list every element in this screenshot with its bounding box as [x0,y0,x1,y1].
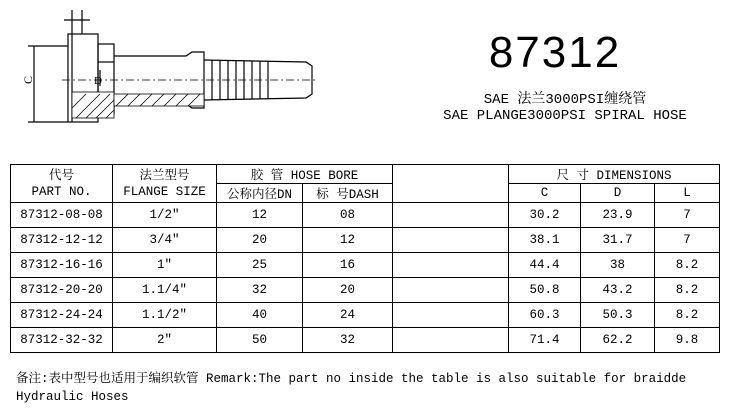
subtitle-en: SAE PLANGE3000PSI SPIRAL HOSE [443,108,687,124]
table-row [11,228,720,253]
cell-dash: 24 [303,303,393,328]
part-header-en: PART NO. [31,184,92,199]
cell-l: 8.2 [655,278,720,303]
cell-l: 7 [655,228,720,253]
table-row [11,303,720,328]
cell-part: 87312-32-32 [11,328,113,353]
cell-blank [393,278,509,303]
flange-header-en: FLANGE SIZE [123,184,206,199]
remark-line-2: Hydraulic Hoses [16,390,129,404]
cell-dn: 25 [217,253,303,278]
cell-d: 23.9 [581,203,655,228]
col-header-flange [113,165,217,203]
cell-dn: 32 [217,278,303,303]
cell-c: 38.1 [509,228,581,253]
cell-flange: 1.1/4" [113,278,217,303]
table-row [11,278,720,303]
cell-d: 50.3 [581,303,655,328]
col-header-hose-bore: 胶 管 HOSE BORE [217,165,393,184]
cell-d: 43.2 [581,278,655,303]
fitting-drawing [6,4,336,154]
cell-part: 87312-08-08 [11,203,113,228]
col-header-d: D [581,184,655,203]
col-header-dash: 标 号DASH [303,184,393,203]
cell-part: 87312-24-24 [11,303,113,328]
cell-blank [393,203,509,228]
dim-label-c: C [21,75,35,84]
cell-part: 87312-20-20 [11,278,113,303]
cell-l: 9.8 [655,328,720,353]
cell-blank [393,328,509,353]
cell-flange: 1.1/2" [113,303,217,328]
cell-l: 8.2 [655,303,720,328]
cell-flange: 1/2" [113,203,217,228]
cell-flange: 2" [113,328,217,353]
cell-d: 38 [581,253,655,278]
table-row [11,253,720,278]
cell-l: 8.2 [655,253,720,278]
cell-dash: 20 [303,278,393,303]
cell-blank [393,228,509,253]
spec-table [10,164,720,353]
cell-c: 50.8 [509,278,581,303]
col-header-c: C [509,184,581,203]
cell-c: 60.3 [509,303,581,328]
cell-dn: 40 [217,303,303,328]
cell-dash: 12 [303,228,393,253]
col-header-dn: 公称内径DN [217,184,303,203]
remark-line-1: 备注:表中型号也适用于编织软管 Remark:The part no inside the table is also suitable for braidde [16,372,687,386]
cell-part: 87312-16-16 [11,253,113,278]
remark-note [16,370,721,406]
cell-blank [393,303,509,328]
dim-label-d: D [94,75,102,87]
subtitle-cn: SAE 法兰3000PSI缠绕管 [483,92,647,108]
part-header-cn: 代号 [48,168,74,183]
cell-c: 71.4 [509,328,581,353]
cell-dn: 12 [217,203,303,228]
cell-c: 30.2 [509,203,581,228]
cell-dash: 08 [303,203,393,228]
cell-d: 62.2 [581,328,655,353]
cell-part: 87312-12-12 [11,228,113,253]
cell-dn: 50 [217,328,303,353]
cell-dn: 20 [217,228,303,253]
col-header-dimensions: 尺 寸 DIMENSIONS [509,165,720,184]
col-header-part [11,165,113,203]
col-header-l: L [655,184,720,203]
cell-l: 7 [655,203,720,228]
cell-dash: 16 [303,253,393,278]
cell-d: 31.7 [581,228,655,253]
cell-flange: 3/4" [113,228,217,253]
table-row [11,328,720,353]
cell-c: 44.4 [509,253,581,278]
table-row [11,203,720,228]
product-code: 87312 [488,28,622,77]
cell-blank [393,253,509,278]
flange-header-cn: 法兰型号 [139,168,190,183]
header-row-1 [11,165,720,184]
blank-column-header [393,165,509,203]
cell-flange: 1" [113,253,217,278]
cell-dash: 32 [303,328,393,353]
